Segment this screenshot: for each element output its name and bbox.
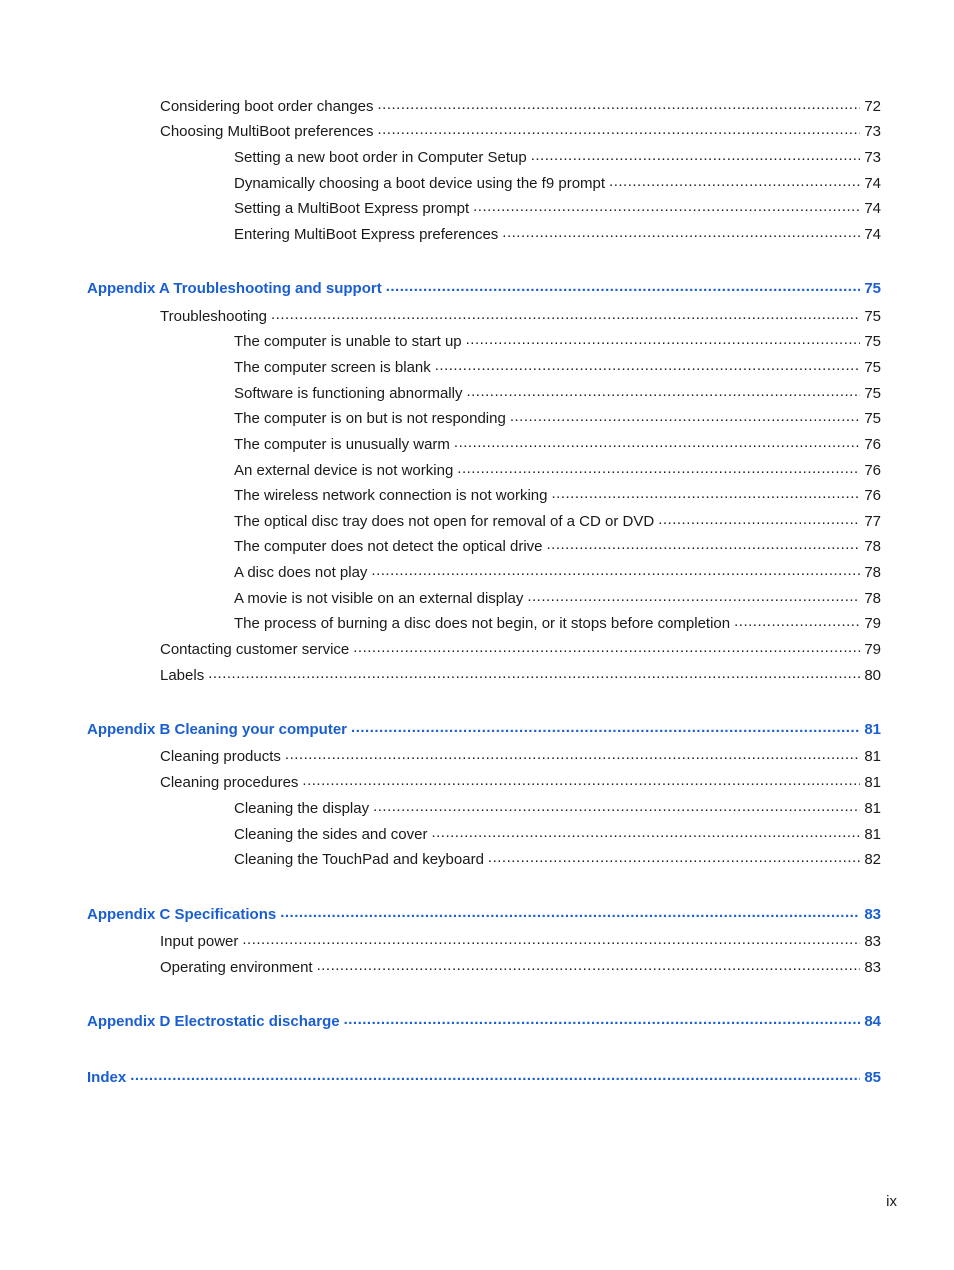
toc-entry[interactable] — [234, 332, 881, 351]
dot-leader — [351, 720, 860, 734]
toc-entry-title: A disc does not play — [234, 564, 368, 581]
toc-chapter-link[interactable] — [87, 1012, 881, 1031]
toc-entry-page: 83 — [864, 906, 881, 923]
toc-entry[interactable] — [234, 486, 881, 505]
toc-entry-page: 76 — [864, 487, 881, 504]
toc-entry[interactable] — [160, 773, 881, 792]
toc-entry[interactable] — [160, 97, 881, 116]
toc-entry-title: A movie is not visible on an external display — [234, 590, 524, 607]
toc-entry-page: 81 — [864, 721, 881, 738]
toc-entry[interactable] — [234, 589, 881, 608]
toc-entry-page: 79 — [864, 615, 881, 632]
dot-leader — [658, 512, 860, 526]
toc-entry-title: The computer is on but is not responding — [234, 410, 506, 427]
toc-entry-title: Cleaning products — [160, 748, 281, 765]
toc-entry-page: 74 — [864, 175, 881, 192]
toc-entry-page: 84 — [864, 1013, 881, 1030]
toc-entry-title: Cleaning procedures — [160, 774, 299, 791]
toc-chapter-link[interactable] — [87, 1068, 881, 1087]
toc-entry-page: 81 — [864, 800, 881, 817]
dot-leader — [371, 563, 860, 577]
toc-entry-page: 78 — [864, 590, 881, 607]
toc-entry-page: 75 — [864, 308, 881, 325]
toc-entry-page: 73 — [864, 123, 881, 140]
toc-entry-page: 75 — [864, 385, 881, 402]
toc-entry-title: The computer is unable to start up — [234, 333, 462, 350]
toc-entry-title: Appendix C Specifications — [87, 906, 277, 923]
dot-leader — [344, 1012, 861, 1026]
toc-chapter-link[interactable] — [87, 905, 881, 924]
toc-entry-title: The optical disc tray does not open for removal of a CD or DVD — [234, 513, 655, 530]
toc-entry-page: 76 — [864, 462, 881, 479]
dot-leader — [488, 850, 860, 864]
toc-entry[interactable] — [234, 512, 881, 531]
toc-entry[interactable] — [234, 199, 881, 218]
toc-entry-title: The wireless network connection is not working — [234, 487, 548, 504]
toc-entry-page: 85 — [864, 1069, 881, 1086]
toc-entry-page: 79 — [864, 641, 881, 658]
toc-entry[interactable] — [234, 409, 881, 428]
toc-entry-title: Entering MultiBoot Express preferences — [234, 226, 499, 243]
toc-entry-page: 74 — [864, 200, 881, 217]
dot-leader — [285, 747, 860, 761]
toc-entry[interactable] — [234, 225, 881, 244]
dot-leader — [457, 461, 860, 475]
dot-leader — [431, 825, 860, 839]
toc-entry-title: Dynamically choosing a boot device using the f9 prompt — [234, 175, 606, 192]
toc-entry[interactable] — [234, 435, 881, 454]
toc-entry-title: Appendix D Electrostatic discharge — [87, 1013, 340, 1030]
toc-entry[interactable] — [160, 747, 881, 766]
toc-entry-page: 75 — [864, 359, 881, 376]
toc-entry[interactable] — [160, 640, 881, 659]
toc-entry-page: 75 — [864, 410, 881, 427]
toc-entry[interactable] — [234, 825, 881, 844]
dot-leader — [510, 409, 860, 423]
toc-entry-page: 75 — [864, 333, 881, 350]
toc-entry-page: 76 — [864, 436, 881, 453]
dot-leader — [377, 122, 860, 136]
toc-entry-title: Cleaning the sides and cover — [234, 826, 428, 843]
dot-leader — [435, 358, 861, 372]
toc-entry-title: Troubleshooting — [160, 308, 268, 325]
dot-leader — [473, 199, 860, 213]
toc-entry-page: 80 — [864, 667, 881, 684]
toc-entry[interactable] — [234, 850, 881, 869]
dot-leader — [547, 537, 861, 551]
dot-leader — [280, 905, 860, 919]
toc-entry[interactable] — [234, 614, 881, 633]
toc-entry[interactable] — [160, 122, 881, 141]
dot-leader — [466, 332, 861, 346]
dot-leader — [353, 640, 860, 654]
toc-entry[interactable] — [234, 148, 881, 167]
dot-leader — [373, 799, 860, 813]
toc-entry-title: Cleaning the display — [234, 800, 370, 817]
toc-entry-title: Software is functioning abnormally — [234, 385, 463, 402]
dot-leader — [317, 958, 861, 972]
dot-leader — [502, 225, 860, 239]
toc-entry-page: 81 — [864, 826, 881, 843]
toc-entry-page: 81 — [864, 748, 881, 765]
toc-entry-title: The computer is unusually warm — [234, 436, 450, 453]
toc-entry[interactable] — [234, 799, 881, 818]
toc-entry-page: 82 — [864, 851, 881, 868]
toc-entry-title: An external device is not working — [234, 462, 454, 479]
toc-entry-title: Cleaning the TouchPad and keyboard — [234, 851, 484, 868]
toc-entry[interactable] — [160, 307, 881, 326]
toc-chapter-link[interactable] — [87, 279, 881, 298]
dot-leader — [271, 307, 860, 321]
toc-entry-title: Index — [87, 1069, 127, 1086]
dot-leader — [527, 589, 860, 603]
toc-entry-title: Setting a MultiBoot Express prompt — [234, 200, 470, 217]
dot-leader — [208, 666, 860, 680]
dot-leader — [609, 174, 860, 188]
toc-entry-page: 81 — [864, 774, 881, 791]
toc-entry-page: 77 — [864, 513, 881, 530]
dot-leader — [551, 486, 860, 500]
toc-entry-title: Considering boot order changes — [160, 98, 374, 115]
toc-entry[interactable] — [234, 384, 881, 403]
toc-entry-title: The process of burning a disc does not begin, or it stops before completion — [234, 615, 731, 632]
toc-entry[interactable] — [160, 958, 881, 977]
toc-entry-page: 78 — [864, 564, 881, 581]
toc-entry[interactable] — [234, 537, 881, 556]
dot-leader — [466, 384, 860, 398]
toc-entry-title: Contacting customer service — [160, 641, 350, 658]
toc-entry[interactable] — [160, 932, 881, 951]
toc-entry-page: 75 — [864, 280, 881, 297]
toc-entry-title: Appendix A Troubleshooting and support — [87, 280, 382, 297]
toc-entry-page: 83 — [864, 959, 881, 976]
toc-entry[interactable] — [234, 358, 881, 377]
dot-leader — [302, 773, 860, 787]
toc-entry-title: Appendix B Cleaning your computer — [87, 721, 348, 738]
page-number: ix — [886, 1193, 897, 1210]
dot-leader — [242, 932, 860, 946]
dot-leader — [130, 1068, 860, 1082]
toc-entry-title: The computer does not detect the optical drive — [234, 538, 543, 555]
toc-entry-title: Labels — [160, 667, 205, 684]
dot-leader — [531, 148, 861, 162]
toc-entry-title: Choosing MultiBoot preferences — [160, 123, 374, 140]
dot-leader — [377, 97, 860, 111]
toc-chapter-link[interactable] — [87, 720, 881, 739]
toc-entry-title: The computer screen is blank — [234, 359, 431, 376]
dot-leader — [454, 435, 860, 449]
toc-entry-title: Input power — [160, 933, 239, 950]
toc-entry[interactable] — [234, 461, 881, 480]
toc-entry[interactable] — [234, 563, 881, 582]
toc-entry-page: 72 — [864, 98, 881, 115]
toc-entry[interactable] — [160, 666, 881, 685]
toc-entry-page: 74 — [864, 226, 881, 243]
toc-entry-title: Setting a new boot order in Computer Setup — [234, 149, 527, 166]
toc-entry-page: 73 — [864, 149, 881, 166]
toc-entry-page: 78 — [864, 538, 881, 555]
toc-entry-title: Operating environment — [160, 959, 313, 976]
dot-leader — [734, 614, 860, 628]
toc-entry[interactable] — [234, 174, 881, 193]
toc-entry-page: 83 — [864, 933, 881, 950]
dot-leader — [386, 279, 861, 293]
